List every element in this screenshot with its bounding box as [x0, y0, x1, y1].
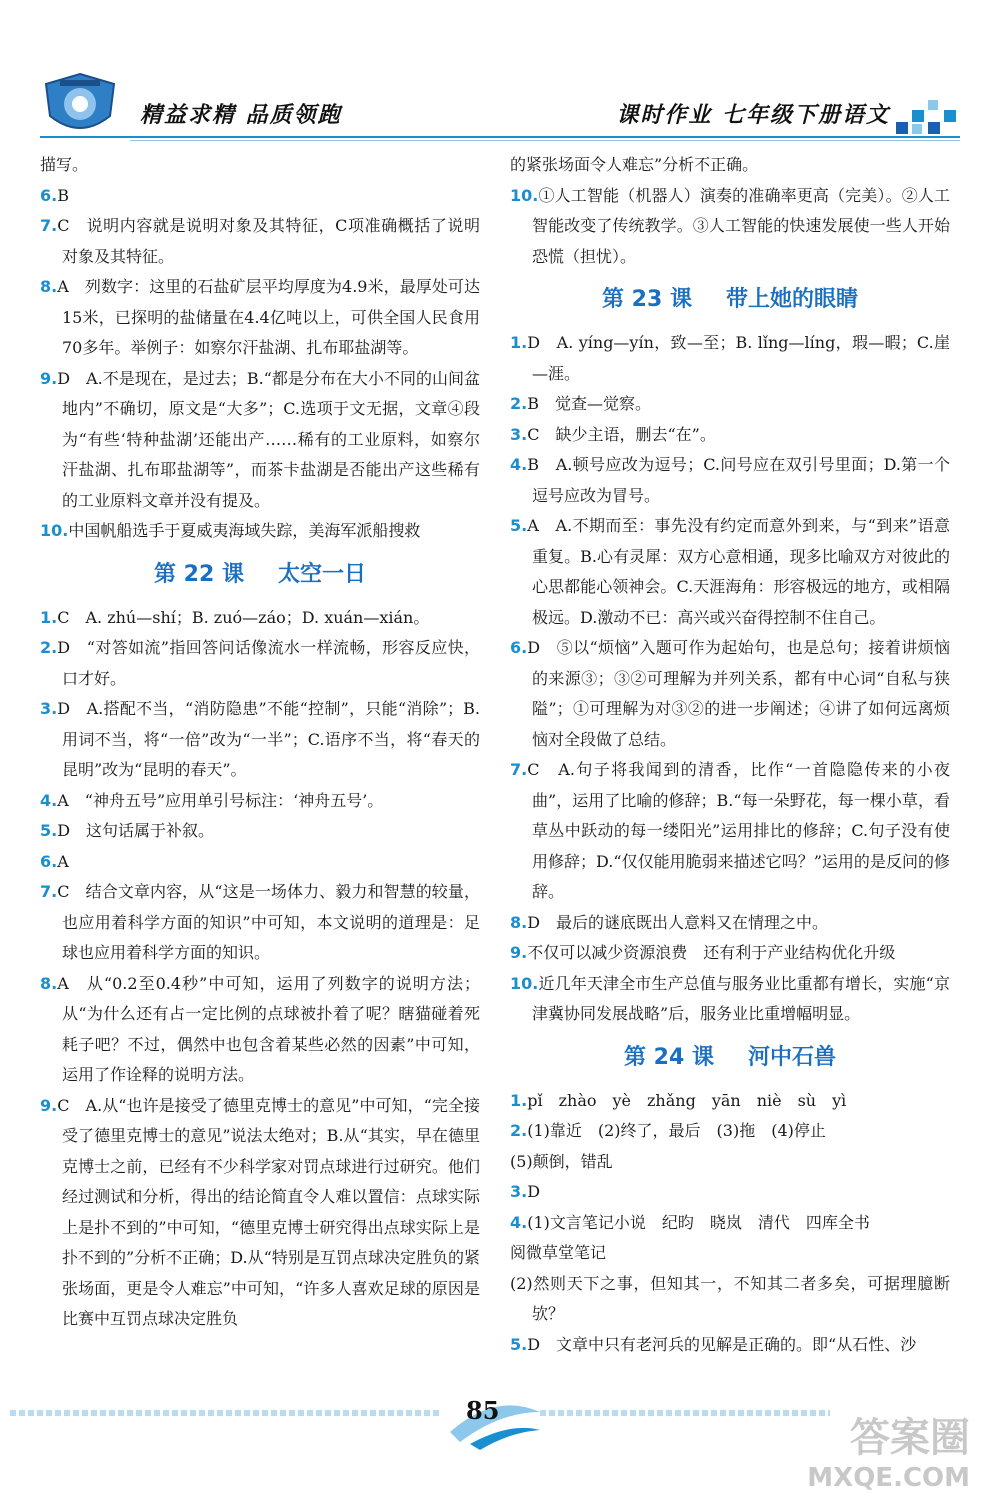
- answer-item: [510, 1116, 950, 1147]
- answer-text: (2)然则天下之事，但知其一，不知其二者多矣，可据理臆断欤？: [510, 1273, 950, 1323]
- answer-number: 3.: [40, 699, 58, 718]
- answer-number: 9.: [510, 943, 528, 962]
- answer-text: D 最后的谜底既出人意料又在情理之中。: [527, 912, 829, 932]
- answer-number: 5.: [510, 1334, 528, 1354]
- left-bottom-answers: [40, 603, 480, 1335]
- lesson-22-heading: [40, 557, 480, 593]
- page-header: [0, 0, 1000, 150]
- answer-item: [40, 847, 480, 878]
- answer-text: 阅微草堂笔记: [510, 1243, 607, 1262]
- header-rule: [40, 136, 960, 138]
- answer-text: 不仅可以减少资源浪费 还有利于产业结构优化升级: [527, 943, 896, 962]
- answer-item: [510, 1330, 950, 1361]
- answer-item: [510, 150, 950, 181]
- answer-number: 5.: [510, 516, 528, 535]
- answer-text: A “神舟五号”应用单引号标注：‘神舟五号’。: [57, 790, 384, 810]
- answer-text: 中国帆船选手于夏威夷海域失踪，美海军派船搜救: [68, 521, 421, 540]
- answer-number: 4.: [40, 790, 58, 810]
- answer-item: [510, 389, 950, 420]
- answer-text: D A. yíng—yín，致—至；B. lǐng—líng，瑕—暇；C.崖—涯。: [527, 333, 950, 383]
- left-top-answers: [40, 150, 480, 547]
- answer-item: [510, 328, 950, 389]
- answer-text: D “对答如流”指回答问话像流水一样流畅，形容反应快，口才好。: [57, 638, 480, 688]
- answer-text: D 这句话属于补叙。: [57, 821, 215, 840]
- answer-item: [40, 816, 480, 847]
- lesson-23-heading: [510, 282, 950, 318]
- answer-item: [40, 150, 480, 181]
- answer-number: 6.: [40, 185, 58, 205]
- lesson-24-title: 河中石兽: [747, 1044, 836, 1070]
- answer-item: [510, 633, 950, 755]
- answer-number: 9.: [40, 1095, 58, 1115]
- answer-number: 7.: [510, 760, 528, 779]
- answer-item: [40, 516, 480, 547]
- answer-text: A A.不期而至：事先没有约定而意外到来，与“到来”语意重复。B.心有灵犀：双方心意相通，现多比喻双方对彼此的心思都能心领神会。C.天涯海角：形容极远的地方，或相隔极远。D.激动不已：高兴或兴奋得控制不住自己。: [527, 516, 950, 627]
- lesson-24-label: 第 24 课: [624, 1044, 714, 1070]
- answer-number: 3.: [510, 1182, 528, 1201]
- answer-item: [510, 908, 950, 939]
- page-number: 85: [466, 1396, 500, 1425]
- answer-item: [40, 694, 480, 786]
- answer-number: 10.: [510, 185, 539, 205]
- answer-number: 4.: [510, 455, 528, 474]
- answer-number: 4.: [510, 1212, 528, 1232]
- answer-item: [40, 181, 480, 212]
- answer-item: [510, 1086, 950, 1117]
- lesson-23-title: 带上她的眼睛: [725, 287, 858, 312]
- answer-number: 7.: [40, 216, 58, 235]
- answer-number: 1.: [40, 607, 58, 627]
- answer-number: 5.: [40, 821, 58, 840]
- answer-text: D: [527, 1182, 541, 1201]
- header-slogan: 精益求精 品质领跑: [140, 102, 342, 128]
- answer-number: 2.: [40, 638, 58, 657]
- answer-item: [40, 364, 480, 517]
- answer-text: A 列数字：这里的石盐矿层平均厚度为4.9米，最厚处可达15米，已探明的盐储量在4.4亿吨以上，可供全国人民食用70多年。举例子：如察尔汗盐湖、扎布耶盐湖等。: [57, 277, 480, 357]
- answer-item: [510, 511, 950, 633]
- answer-item: [510, 420, 950, 451]
- lesson-22-title: 太空一日: [277, 561, 366, 587]
- answer-number: 2.: [510, 1121, 528, 1140]
- answer-text: B A.顿号应改为逗号；C.问号应在双引号里面；D.第一个逗号应改为冒号。: [527, 455, 950, 505]
- answer-text: C 说明内容就是说明对象及其特征，C项准确概括了说明对象及其特征。: [57, 216, 480, 266]
- answer-number: 10.: [40, 521, 69, 540]
- answer-item: [510, 755, 950, 908]
- watermark: [807, 1406, 970, 1493]
- answer-number: 6.: [510, 638, 528, 657]
- answer-item: [510, 938, 950, 969]
- right-mid-answers: [510, 328, 950, 1030]
- answer-text: D ⑤以“烦恼”入题可作为起始句，也是总句；接着讲烦恼的来源③；③②可理解为并列关系，都有中心词“自私与狭隘”；①可理解为对③②的进一步阐述；④讲了如何远离烦恼对全段做了总结。: [527, 638, 950, 749]
- answer-item: [510, 1147, 950, 1178]
- left-column: [40, 150, 480, 1335]
- answer-text: ①人工智能（机器人）演奏的准确率更高（完美）。②人工智能改变了传统教学。③人工智能的快速发展使一些人开始恐慌（担忧）。: [532, 185, 950, 266]
- header-series-title: 课时作业 七年级下册语文: [616, 102, 890, 128]
- page-footer: [0, 1380, 1000, 1493]
- answer-text: C 结合文章内容，从“这是一场体力、毅力和智慧的较量，也应用着科学方面的知识”中可知，本文说明的道理是：足球也应用着科学方面的知识。: [57, 882, 480, 962]
- answer-text: (1)靠近 (2)终了，最后 (3)拖 (4)停止: [527, 1121, 826, 1140]
- footer-rule-right: [540, 1410, 830, 1416]
- lesson-23-label: 第 23 课: [602, 287, 692, 312]
- answer-number: 8.: [40, 277, 58, 296]
- answer-text: D A.搭配不当，“消防隐患”不能“控制”，只能“消除”；B.用词不当，将“一倍”改为“一半”；C.语序不当，将“春天的昆明”改为“昆明的春天”。: [57, 699, 480, 779]
- school-badge-icon: [40, 70, 120, 140]
- answer-text: D 文章中只有老河兵的见解是正确的。即“从石性、沙: [527, 1334, 917, 1354]
- answer-item: [510, 450, 950, 511]
- answer-number: 8.: [510, 912, 528, 932]
- answer-item: [510, 1177, 950, 1208]
- answer-text: 近几年天津全市生产总值与服务业比重都有增长，实施“京津冀协同发展战略”后，服务业比重增幅明显。: [532, 973, 950, 1023]
- answer-item: [40, 1091, 480, 1335]
- answer-number: 1.: [510, 333, 528, 352]
- right-column: [510, 150, 950, 1360]
- answer-text: (1)文言笔记小说 纪昀 晓岚 清代 四库全书: [527, 1212, 870, 1232]
- header-rule-thin: [130, 140, 960, 141]
- answer-text: B 觉查—觉察。: [527, 394, 651, 413]
- answer-item: [510, 1238, 950, 1269]
- answer-item: [510, 1269, 950, 1330]
- answer-item: [510, 1208, 950, 1239]
- answer-item: [40, 877, 480, 969]
- answer-item: [510, 181, 950, 273]
- answer-text: C A.句子将我闻到的清香，比作“一首隐隐传来的小夜曲”，运用了比喻的修辞；B.“每一朵野花，每一棵小草，看草丛中跃动的每一缕阳光”运用排比的修辞；C.句子没有使用修辞；D.“仅仅能用脆弱来描述它吗？”运用的是反问的修辞。: [527, 760, 950, 901]
- answer-number: 7.: [40, 882, 58, 901]
- answer-number: 3.: [510, 424, 528, 444]
- answer-item: [40, 633, 480, 694]
- answer-text: pǐ zhào yè zhǎng yān niè sù yì: [527, 1090, 847, 1110]
- answer-text: C A. zhú—shí；B. zuó—záo；D. xuán—xián。: [57, 607, 430, 627]
- lesson-22-label: 第 22 课: [154, 561, 244, 587]
- watermark-url: MXQE.COM: [807, 1463, 970, 1493]
- answer-text: B: [57, 185, 69, 205]
- answer-number: 9.: [40, 368, 58, 388]
- answer-text: C A.从“也许是接受了德里克博士的意见”中可知，“完全接受了德里克博士的意见”说法太绝对；B.从“其实，早在德里克博士之前，已经有不少科学家对罚点球进行过研究。他们经过测试和分析，得出的结论简直令人难以置信：点球实际上是扑不到的”中可知，“德里克博士研究得出点球实际上是扑不到的”分析不正确；D.从“特别是互罚点球决定胜负的紧张场面，更是令人难忘”中可知，“许多人喜欢足球的原因是比赛中互罚点球决定胜负: [57, 1095, 480, 1328]
- watermark-main: 答案圈: [850, 1415, 970, 1461]
- answer-text: A: [57, 851, 69, 871]
- footer-rule-left: [10, 1410, 440, 1416]
- answer-item: [40, 211, 480, 272]
- answer-item: [40, 969, 480, 1091]
- answer-number: 6.: [40, 851, 58, 871]
- answer-text: 描写。: [40, 155, 89, 174]
- answer-text: D A.不是现在，是过去；B.“都是分布在大小不同的山间盆地内”不确切，原文是“大多”；C.选项于文无据，文章④段为“有些‘特种盐湖’还能出产……稀有的工业原料，如察尔汗盐湖、扎布耶盐湖等”，而茶卡盐湖是否能出产这些稀有的工业原料文章并没有提及。: [57, 368, 480, 510]
- right-top-answers: [510, 150, 950, 272]
- answer-item: [40, 786, 480, 817]
- answer-number: 1.: [510, 1090, 528, 1110]
- answer-text: C 缺少主语，删去“在”。: [527, 424, 716, 444]
- answer-text: A 从“0.2至0.4秒”中可知，运用了列数字的说明方法；从“为什么还有占一定比例的点球被扑着了呢？瞎猫碰着死耗子吧？不过，偶然中也包含着某些必然的因素”中可知，运用了作诠释的说明方法。: [57, 973, 480, 1084]
- lesson-24-heading: [510, 1040, 950, 1076]
- answer-item: [40, 272, 480, 364]
- answer-item: [40, 603, 480, 634]
- answer-text: (5)颠倒，错乱: [510, 1151, 613, 1171]
- answer-number: 10.: [510, 973, 539, 993]
- checker-deco-icon: [896, 96, 960, 136]
- right-bottom-answers: [510, 1086, 950, 1361]
- answer-text: 的紧张场面令人难忘”分析不正确。: [510, 155, 759, 174]
- answer-number: 2.: [510, 394, 528, 413]
- answer-item: [510, 969, 950, 1030]
- answer-number: 8.: [40, 973, 58, 993]
